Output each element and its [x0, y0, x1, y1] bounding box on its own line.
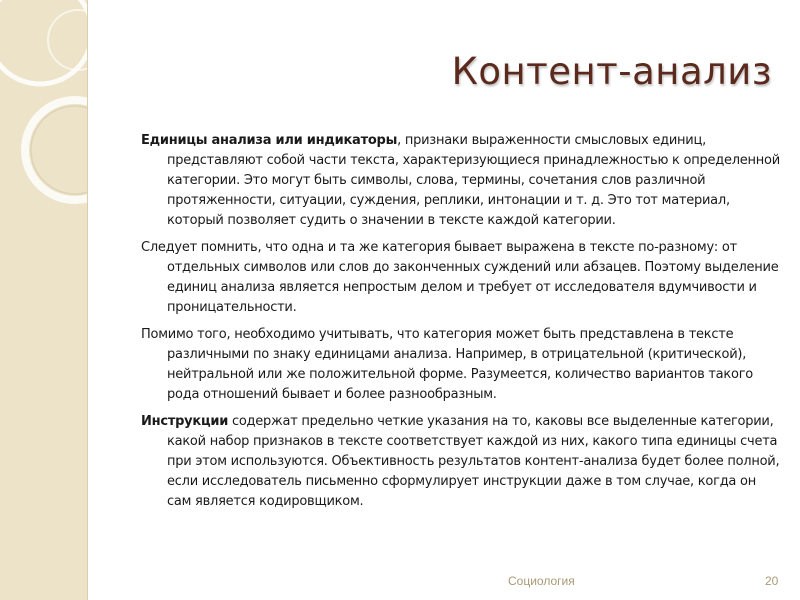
- paragraph-text: содержат предельно четкие указания на то, каковы все выделенные категории, какой набор признаков в тексте соответствует каждой из них, какого типа единицы счета при этом используются. Объективность результатов контент-анализа будет более полной, если исследователь письменно сформулирует инструкции даже в том случае, когда он сам является кодировщиком.: [167, 414, 780, 509]
- slide-content: [141, 131, 781, 519]
- paragraph-text: Следует помнить, что одна и та же категория бывает выражена в тексте по-разному: от отдельных символов или слов до законченных суждений или абзацев. Поэтому выделение единиц анализа является непростым делом и требует от исследователя вдумчивости и проницательности.: [141, 240, 779, 315]
- paragraph-text: , признаки выраженности смысловых единиц, представляют собой части текста, характеризующиеся принадлежностью к определенной категории. Это могут быть символы, слова, термины, сочетания слов различной протяженности, ситуации, суждения, реплики, интонации и т. д. Это тот материал, который позволяет судить о значении в тексте каждой категории.: [167, 133, 780, 228]
- paragraph-sign-units: [141, 325, 781, 405]
- paragraph-text: Помимо того, необходимо учитывать, что категория может быть представлена в тексте различными по знаку единицами анализа. Например, в отрицательной (критической), нейтральной или же положительной форме. Разумеется, количество вариантов такого рода отношений бывает и более разнообразным.: [141, 327, 753, 402]
- decorative-sidebar: [0, 0, 87, 600]
- paragraph-same-category: [141, 238, 781, 318]
- paragraph-bold-lead: Инструкции: [141, 414, 229, 429]
- circles-graphic: [0, 0, 87, 600]
- paragraph-instructions: [141, 412, 781, 512]
- slide-title: Контент-анализ: [451, 50, 772, 93]
- paragraph-bold-lead: Единицы анализа или индикаторы: [141, 133, 398, 148]
- sidebar-divider: [87, 0, 88, 600]
- paragraph-units-of-analysis: [141, 131, 781, 231]
- footer-subject: Социология: [508, 574, 575, 588]
- footer-page-number: 20: [765, 574, 779, 588]
